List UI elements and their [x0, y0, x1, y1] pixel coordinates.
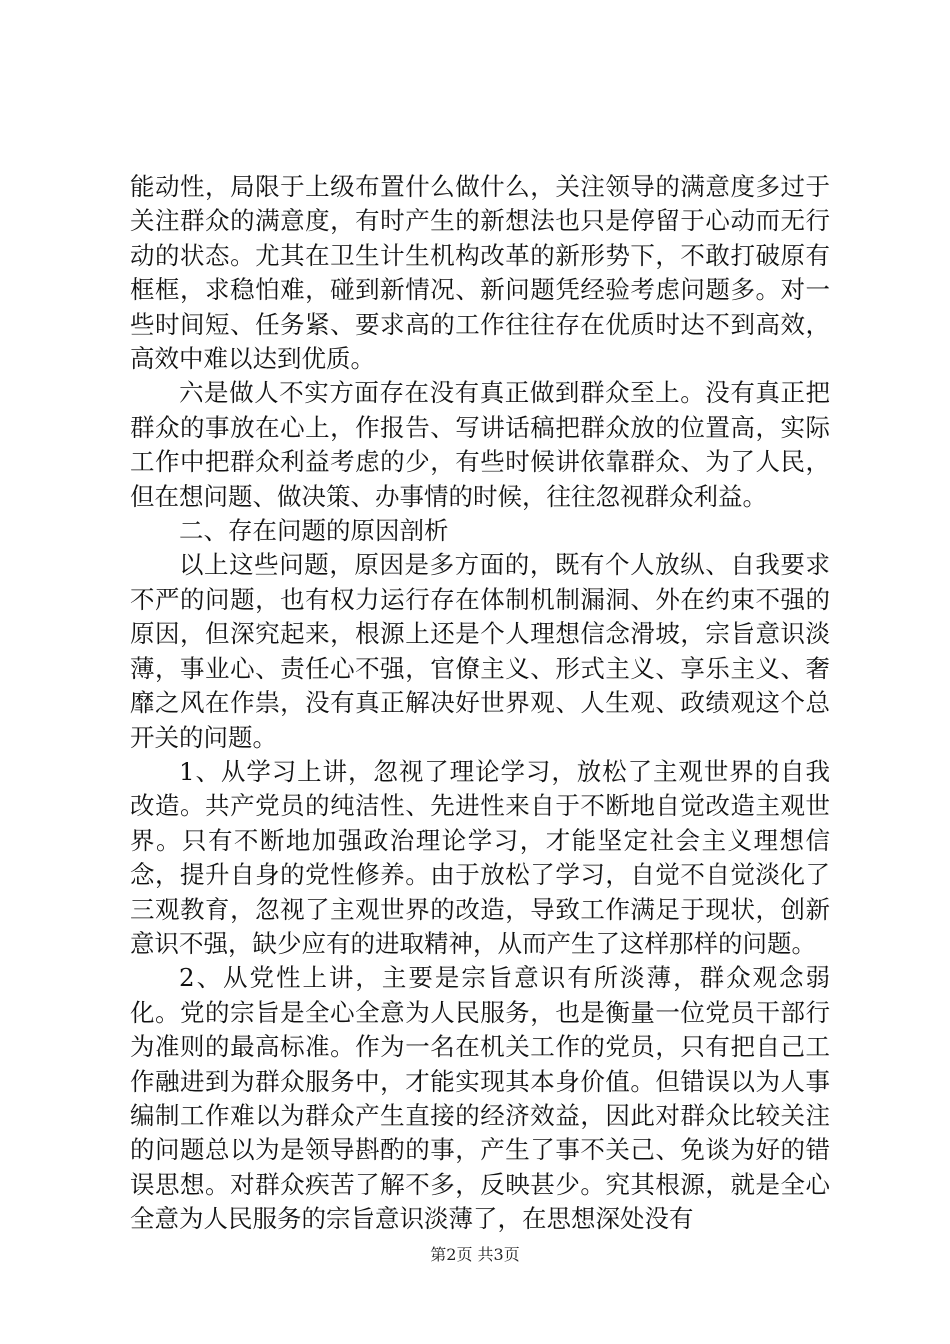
paragraph-point-six: 六是做人不实方面存在没有真正做到群众至上。没有真正把群众的事放在心上，作报告、写讲话稿把群众放的位置高，实际工作中把群众利益考虑的少，有些时候讲依靠群众、为了人民，但在想问题、做决策、办事情的时候，往往忽视群众利益。 — [130, 378, 830, 511]
paragraph-cause-party-spirit: 2、从党性上讲，主要是宗旨意识有所淡薄，群众观念弱化。党的宗旨是全心全意为人民服务，也是衡量一位党员干部行为准则的最高标准。作为一名在机关工作的党员，只有把自己工作融进到为群众服务中，才能实现其本身价值。但错误以为人事编制工作难以为群众产生直接的经济效益，因此对群众比较关注的问题总以为是领导斟酌的事，产生了事不关己、免谈为好的错误思想。对群众疾苦了解不多，反映甚少。究其根源，就是全心全意为人民服务的宗旨意识淡薄了，在思想深处没有 — [130, 963, 830, 1234]
page-number-footer: 第2页 共3页 — [430, 1245, 520, 1264]
paragraph-cause-study: 1、从学习上讲，忽视了理论学习，放松了主观世界的自我改造。共产党员的纯洁性、先进性来自于不断地自觉改造主观世界。只有不断地加强政治理论学习，才能坚定社会主义理想信念，提升自身的党性修养。由于放松了学习，自觉不自觉淡化了三观教育，忽视了主观世界的改造，导致工作满足于现状，创新意识不强，缺少应有的进取精神，从而产生了这样那样的问题。 — [130, 756, 830, 958]
paragraph-continuation: 能动性，局限于上级布置什么做什么，关注领导的满意度多过于关注群众的满意度，有时产生的新想法也只是停留于心动而无行动的状态。尤其在卫生计生机构改革的新形势下，不敢打破原有框框，求稳怕难，碰到新情况、新问题凭经验考虑问题多。对一些时间短、任务紧、要求高的工作往往存在优质时达不到高效，高效中难以达到优质。 — [130, 172, 830, 374]
document-body — [130, 170, 830, 1237]
paragraph-cause-overview: 以上这些问题，原因是多方面的，既有个人放纵、自我要求不严的问题，也有权力运行存在体制机制漏洞、外在约束不强的原因，但深究起来，根源上还是个人理想信念滑坡，宗旨意识淡薄，事业心、责任心不强，官僚主义、形式主义、享乐主义、奢靡之风在作祟，没有真正解决好世界观、人生观、政绩观这个总开关的问题。 — [130, 550, 830, 752]
section-heading-cause-analysis: 二、存在问题的原因剖析 — [179, 516, 449, 546]
